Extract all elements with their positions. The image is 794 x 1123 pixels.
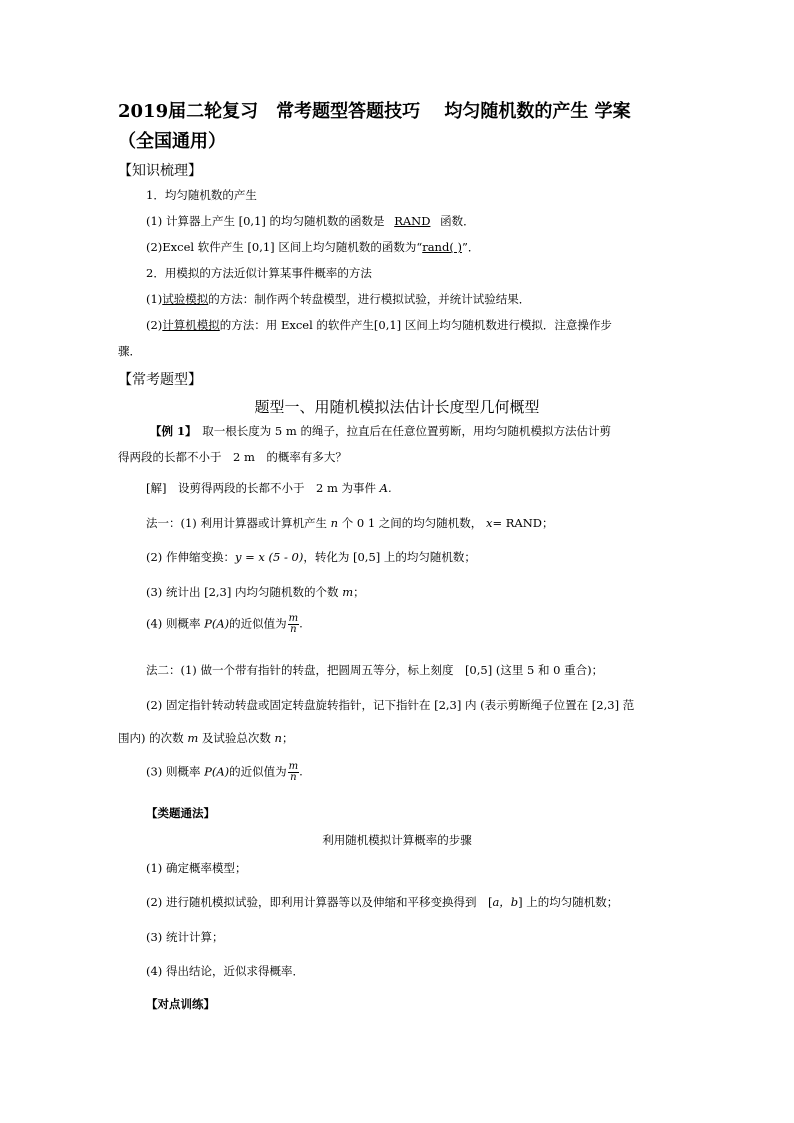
method2-step1: 法二：(1) 做一个带有指针的转盘，把圆周五等分，标上刻度 [0,5] (这里 5 和 0 重合)；: [146, 663, 604, 677]
formula: y = x (5 - 0): [234, 550, 304, 564]
fraction-denominator: n: [290, 624, 297, 635]
fraction-m-over-n: [288, 762, 299, 783]
prob-pa: P(A): [204, 616, 230, 631]
fraction-m-over-n: [288, 614, 299, 635]
knowledge-item-1: 1．均匀随机数的产生: [146, 188, 257, 202]
general-step-1: (1) 确定概率模型；: [146, 861, 247, 875]
event-a: A.: [379, 481, 392, 495]
knowledge-item-1-1: [146, 213, 475, 229]
knowledge-item-2: 2．用模拟的方法近似计算某事件概率的方法: [146, 266, 372, 280]
text: 的方法：用 Excel 的软件产生[0,1] 区间上均匀随机数进行模拟．注意操作步: [219, 318, 612, 332]
text: (3) 统计出 [2,3] 内均匀随机数的个数: [146, 585, 339, 599]
text: [解] 设剪得两段的长都不小于 2 m 为事件: [146, 481, 377, 495]
text: (1) 计算器上产生 [0,1] 的均匀随机数的函数是: [146, 214, 385, 228]
keyword-rand: RAND: [394, 214, 431, 228]
fraction-numerator: m: [288, 761, 299, 772]
var-n: n: [330, 516, 339, 530]
fraction-numerator: m: [288, 613, 299, 624]
fraction-denominator: n: [290, 772, 297, 783]
text: ”．: [461, 240, 480, 254]
method2-step3: (3) 则概率 P(A)的近似值为 $\frac{m}{n}$ .: [146, 761, 303, 783]
text: = RAND；: [492, 516, 554, 530]
keyword-rand-fn: rand( ): [422, 240, 462, 254]
general-subtitle: 利用随机模拟计算概率的步骤: [322, 833, 472, 847]
text: 的近似值为: [229, 616, 287, 631]
text: ] 上的均匀随机数；: [518, 895, 619, 909]
method1-step1: [146, 515, 554, 531]
method1-step4: (4) 则概率 P(A)的近似值为 $\frac{m}{n}$ .: [146, 613, 303, 635]
knowledge-item-1-2: [146, 239, 479, 255]
method1-step2: [146, 549, 476, 565]
text: 及试验总次数: [201, 731, 271, 745]
text: (2): [146, 318, 163, 332]
knowledge-item-2-2: [146, 317, 612, 333]
text: 函数．: [440, 214, 475, 228]
interval-ab: a，b: [492, 895, 519, 909]
general-step-2: [146, 894, 618, 910]
example-1: [150, 423, 611, 439]
method1-step3: [146, 584, 365, 600]
text: 个 0 1 之间的均匀随机数，: [341, 516, 483, 530]
text: (3) 则概率: [146, 764, 201, 779]
prob-pa: P(A): [204, 764, 230, 779]
var-x: x: [485, 516, 493, 530]
text: 围内) 的次数: [118, 731, 184, 745]
text: 的近似值为: [229, 764, 287, 779]
keyword-trial-sim: 试验模拟: [162, 292, 209, 306]
knowledge-item-2-1: [146, 291, 530, 307]
text: ；: [353, 585, 365, 599]
section-heading-common: 【常考题型】: [118, 372, 202, 388]
section-heading-training: 【对点训练】: [146, 997, 215, 1011]
text: ，转化为 [0,5] 上的均匀随机数；: [303, 550, 476, 564]
knowledge-item-2-2-cont: 骤．: [118, 344, 141, 358]
doc-title-line2: （全国通用）: [118, 131, 226, 152]
var-m: m: [342, 585, 354, 599]
method2-step2: (2) 固定指针转动转盘或固定转盘旋转指针，记下指针在 [2,3] 内 (表示剪断绳子位置在 [2,3] 范: [146, 698, 635, 712]
solution-line: [146, 480, 392, 496]
doc-title-line1: 2019届二轮复习 常考题型答题技巧 均匀随机数的产生 学案: [118, 101, 631, 122]
var-n: n: [274, 731, 282, 745]
example-tag: 【例 1】: [150, 424, 191, 438]
text: (1): [146, 292, 163, 306]
section-heading-knowledge: 【知识梳理】: [118, 163, 202, 179]
text: (2) 作伸缩变换：: [146, 550, 235, 564]
text: (2) 进行随机模拟试验，即利用计算器等以及伸缩和平移变换得到 [: [146, 895, 493, 909]
example-1-cont: 得两段的长都不小于 2 m 的概率有多大？: [118, 450, 347, 464]
text: (2)Excel 软件产生 [0,1] 区间上均匀随机数的函数为“: [146, 240, 423, 254]
text: 法一：(1) 利用计算器或计算机产生: [146, 516, 327, 530]
method2-step2-cont: [118, 730, 293, 746]
text: ；: [281, 731, 294, 745]
text: 取一根长度为 5 m 的绳子，拉直后在任意位置剪断，用均匀随机模拟方法估计剪: [190, 424, 611, 438]
text: 的方法：制作两个转盘模型，进行模拟试验，并统计试验结果．: [208, 292, 531, 306]
type1-title: 题型一、用随机模拟法估计长度型几何概型: [254, 398, 540, 416]
var-m: m: [187, 731, 199, 745]
keyword-computer-sim: 计算机模拟: [162, 318, 220, 332]
text: (4) 则概率: [146, 616, 201, 631]
general-step-3: (3) 统计计算；: [146, 930, 224, 944]
general-step-4: (4) 得出结论，近似求得概率．: [146, 964, 304, 978]
section-heading-general: 【类题通法】: [146, 806, 215, 820]
